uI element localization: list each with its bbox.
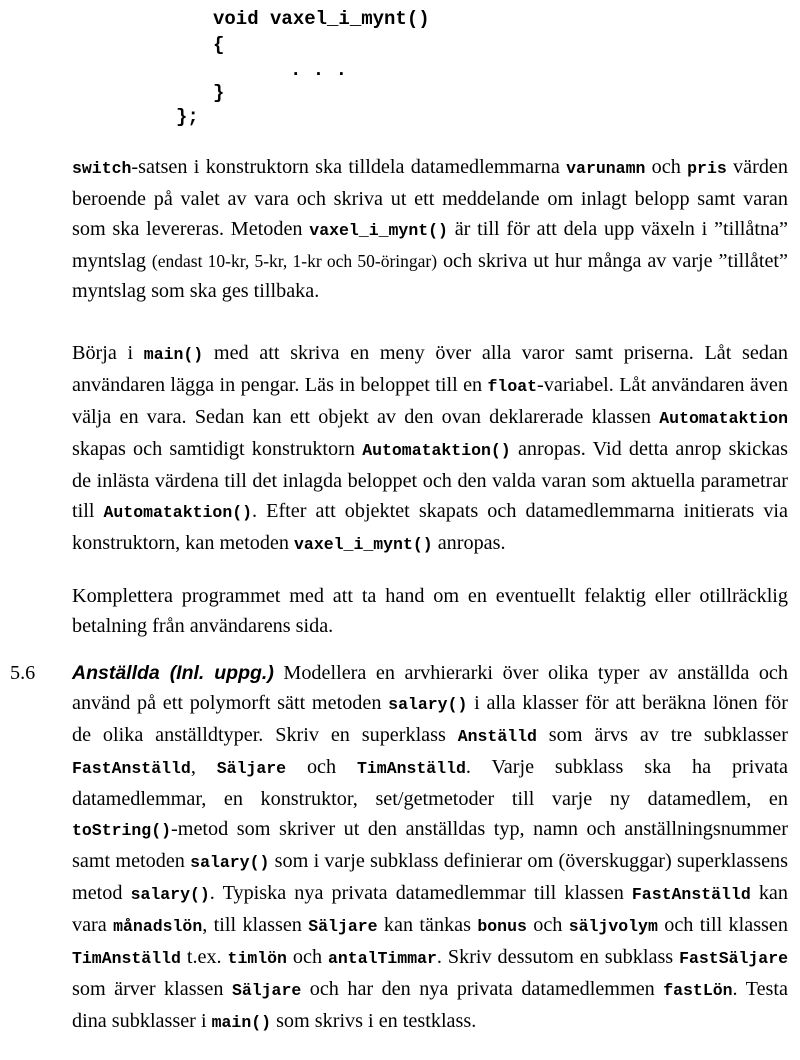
text-run: som ärver klassen <box>72 978 232 1000</box>
text-run: , till klassen <box>202 914 309 936</box>
code-term: Säljare <box>308 917 378 936</box>
code-term: switch <box>72 159 132 178</box>
code-term: salary() <box>388 695 468 714</box>
code-term: vaxel_i_mynt() <box>309 221 448 240</box>
code-term: FastAnställd <box>72 759 191 778</box>
text-run: Börja i <box>72 342 144 364</box>
code-term: antalTimmar <box>327 949 437 968</box>
code-term: säljvolym <box>568 917 658 936</box>
text-run: är till för att dela upp växeln i ”tillåtna” myntslag <box>72 218 788 272</box>
code-term: Automataktion() <box>362 441 511 460</box>
code-term: float <box>487 377 538 396</box>
text-run: Modellera en arvhierarki över olika typer av anställda och använd på ett polymorft sätt metoden <box>72 662 788 714</box>
text-run: och skriva ut hur många av varje ”tillåtet” myntslag som ska ges tillbaka. <box>72 250 788 302</box>
code-line-ellipsis: . . . <box>290 59 348 81</box>
code-term: månadslön <box>113 917 203 936</box>
code-term: Automataktion <box>659 409 788 428</box>
section-number: 5.6 <box>10 662 36 684</box>
text-run: skapas och samtidigt konstruktorn <box>72 438 363 460</box>
code-term: TimAnställd <box>356 759 466 778</box>
paragraph-main-menu <box>72 338 788 560</box>
code-term: TimAnställd <box>72 949 181 968</box>
text-run: som skrivs i en testklass. <box>271 1010 477 1032</box>
code-term: FastSäljare <box>679 949 789 968</box>
text-run: t.ex. <box>180 946 228 968</box>
text-run: och <box>526 914 569 936</box>
paragraph-section-employees <box>72 658 788 1038</box>
code-term: toString() <box>72 821 172 840</box>
text-run: och till klassen <box>657 914 788 936</box>
text-run: . Typiska nya privata datamedlemmar till klassen <box>209 882 632 904</box>
text-run: kan tänkas <box>377 914 478 936</box>
text-run: och <box>286 946 328 968</box>
text-run: med att skriva en meny över alla varor samt priserna. Låt sedan användaren lägga in pengar. Läs in beloppet till en <box>72 342 788 396</box>
paragraph-payment-handling <box>72 581 788 641</box>
code-term: pris <box>687 159 727 178</box>
code-term: varunamn <box>566 159 646 178</box>
code-snippet <box>0 0 800 140</box>
code-term: salary() <box>130 885 210 904</box>
code-term: FastAnställd <box>631 885 751 904</box>
code-term: main() <box>143 345 204 364</box>
text-run: . Efter att objektet skapats och datamedlemmarna initierats via konstruktorn, kan metoden <box>72 500 788 554</box>
code-line-open-brace: { <box>213 34 225 56</box>
text-run: . Testa dina subklasser i <box>72 978 788 1032</box>
text-run: och <box>645 156 688 178</box>
text-run: värden beroende på valet av vara och skriva ut ett meddelande om inlagt belopp samt varan som ska levereras. Metoden <box>72 156 788 240</box>
section-title: Anställda (Inl. uppg.) <box>72 662 274 684</box>
code-term: timlön <box>227 949 287 968</box>
text-run: och har den nya privata datamedlemmen <box>301 978 664 1000</box>
text-run: och <box>286 756 357 778</box>
code-term: Säljare <box>231 981 302 1000</box>
text-run: Komplettera programmet med att ta hand om en eventuellt felaktig eller otillräcklig betalning från användarens sida. <box>72 585 788 637</box>
text-run: som i varje subklass definierar om (överskuggar) superklassens metod <box>72 850 788 904</box>
text-run: -variabel. Låt användaren även välja en vara. Sedan kan ett objekt av den ovan deklarerade klassen <box>72 374 788 428</box>
code-term: main() <box>211 1013 272 1032</box>
text-run: i alla klasser för att beräkna lönen för de olika anställdtyper. Skriv en superklass <box>72 692 788 746</box>
code-term: salary() <box>190 853 270 872</box>
code-line-class-end: }; <box>176 106 199 128</box>
code-term: Automataktion() <box>103 503 253 522</box>
code-term: vaxel_i_mynt() <box>294 535 433 554</box>
text-run: -metod som skriver ut den anställdas typ, namn och anställningsnummer samt metoden <box>72 818 788 872</box>
text-run: kan vara <box>72 882 788 936</box>
code-term: bonus <box>477 917 527 936</box>
code-term: Säljare <box>216 759 287 778</box>
text-run: , <box>190 756 217 778</box>
text-run: som ärvs av tre subklasser <box>536 724 788 746</box>
code-term: Anställd <box>457 727 537 746</box>
code-line-close-brace: } <box>213 82 225 104</box>
paragraph-switch-statement <box>72 152 788 306</box>
text-run: anropas. Vid detta anrop skickas de inlästa värdena till det inlagda beloppet och den valda varan som aktuella parametrar till <box>72 438 788 522</box>
text-run-small: (endast 10-kr, 5-kr, 1-kr och 50-öringar) <box>151 251 438 271</box>
text-run: . Skriv dessutom en subklass <box>436 946 680 968</box>
text-run: . Varje subklass ska ha privata datamedlemmar, en konstruktor, set/getmetoder till varje ny datamedlem, en <box>72 756 788 810</box>
code-term: fastLön <box>663 981 733 1000</box>
text-run: anropas. <box>432 532 506 554</box>
text-run: -satsen i konstruktorn ska tilldela datamedlemmarna <box>131 156 567 178</box>
code-line-method-signature: void vaxel_i_mynt() <box>213 8 430 30</box>
